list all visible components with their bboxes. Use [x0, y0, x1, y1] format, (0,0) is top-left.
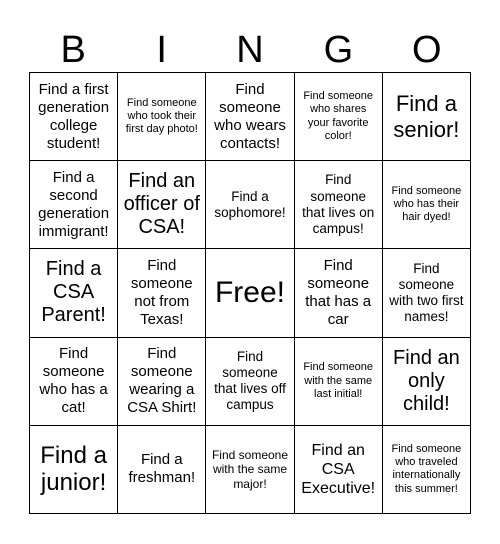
bingo-cell-r2-c0[interactable]: [30, 249, 118, 337]
bingo-cell-r4-c4[interactable]: [383, 426, 471, 514]
cell-text: Find someone wearing a CSA Shirt!: [127, 345, 197, 417]
bingo-cell-r0-c1[interactable]: [118, 73, 206, 161]
bingo-cell-r0-c4[interactable]: [383, 73, 471, 161]
cell-text: Find someone with the same major!: [211, 447, 289, 491]
cell-text: Find someone not from Texas!: [130, 256, 193, 328]
header-letter-g: G: [323, 29, 354, 71]
bingo-cell-r1-c0[interactable]: [30, 161, 118, 249]
cell-text: Find someone with two first names!: [389, 260, 464, 325]
bingo-header: [29, 28, 471, 72]
bingo-cell-r4-c0[interactable]: [30, 426, 118, 514]
cell-text: Find someone who shares your favorite color!: [303, 90, 374, 142]
cell-text: Find someone who took their first day photo!: [125, 96, 198, 136]
bingo-cell-r3-c3[interactable]: [295, 338, 383, 426]
cell-text: Find a first generation college student!: [38, 80, 110, 152]
bingo-cell-r4-c2[interactable]: [206, 426, 294, 514]
header-letter-b: B: [60, 29, 86, 71]
cell-text: Find a senior!: [393, 91, 460, 142]
cell-text: Find someone that lives on campus!: [302, 172, 375, 236]
bingo-cell-r0-c0[interactable]: [30, 73, 118, 161]
cell-text: Find a freshman!: [128, 451, 196, 487]
bingo-cell-r1-c2[interactable]: [206, 161, 294, 249]
bingo-cell-r4-c1[interactable]: [118, 426, 206, 514]
cell-text: Find someone who traveled internationally this summer!: [391, 443, 462, 495]
cell-text: Find someone that has a car: [305, 256, 372, 328]
cell-text: Find an officer of CSA!: [123, 170, 200, 239]
bingo-cell-r3-c1[interactable]: [118, 338, 206, 426]
bingo-cell-r1-c1[interactable]: [118, 161, 206, 249]
bingo-board: [29, 72, 471, 514]
header-letter-n: N: [236, 29, 264, 71]
cell-text: Find someone who has a cat!: [39, 345, 108, 417]
cell-text: Find a second generation immigrant!: [38, 168, 110, 240]
header-letter-o: O: [412, 29, 442, 71]
bingo-cell-r1-c4[interactable]: [383, 161, 471, 249]
cell-text: Find an only child!: [393, 346, 460, 415]
bingo-cell-r3-c2[interactable]: [206, 338, 294, 426]
bingo-cell-r0-c2[interactable]: [206, 73, 294, 161]
cell-text: Find a CSA Parent!: [41, 258, 106, 327]
bingo-cell-r0-c3[interactable]: [295, 73, 383, 161]
cell-text: Find someone who has their hair dyed!: [391, 185, 462, 224]
bingo-cell-r3-c4[interactable]: [383, 338, 471, 426]
bingo-cell-r4-c3[interactable]: [295, 426, 383, 514]
bingo-cell-r2-c3[interactable]: [295, 249, 383, 337]
cell-text: Find an CSA Executive!: [301, 441, 376, 497]
bingo-cell-r1-c3[interactable]: [295, 161, 383, 249]
cell-text: Find a junior!: [40, 441, 107, 497]
bingo-cell-free[interactable]: [206, 249, 294, 337]
header-letter-i: I: [156, 29, 167, 71]
cell-text: Find someone who wears contacts!: [214, 80, 286, 152]
bingo-cell-r2-c4[interactable]: [383, 249, 471, 337]
cell-text: Find someone with the same last initial!: [303, 361, 374, 400]
cell-text: Find someone that lives off campus: [214, 348, 286, 413]
bingo-cell-r3-c0[interactable]: [30, 338, 118, 426]
bingo-cell-r2-c1[interactable]: [118, 249, 206, 337]
cell-text: Free!: [214, 275, 285, 309]
cell-text: Find a sophomore!: [214, 188, 286, 220]
